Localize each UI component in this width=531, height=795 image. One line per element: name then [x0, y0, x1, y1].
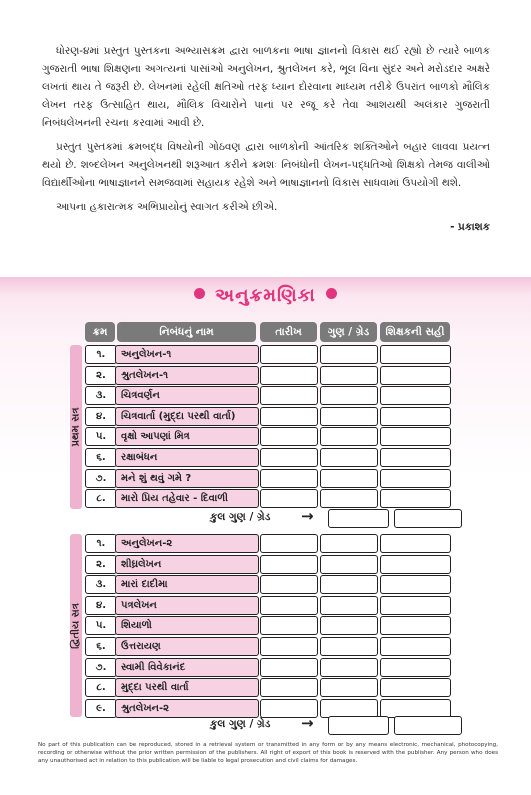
- preface-paragraph-3: આપના હકારાત્મક અભિપ્રાયોનું સ્વાગત કરીએ છીએ.: [56, 201, 278, 213]
- header-number: ક્રમ: [85, 322, 115, 342]
- total-grade-box[interactable]: [328, 509, 389, 528]
- signature-cell[interactable]: [380, 699, 451, 718]
- essay-name: ઉત્તરાયણ: [115, 637, 259, 656]
- total-label: કુલ ગુણ / ગ્રેડ: [210, 718, 271, 730]
- table-row: [85, 596, 455, 615]
- table-row: [85, 448, 455, 467]
- table-row: [85, 534, 455, 553]
- grade-cell[interactable]: [320, 427, 378, 446]
- table-row: [85, 637, 455, 656]
- date-cell[interactable]: [260, 407, 318, 426]
- table-row: [85, 616, 455, 635]
- header-essay-name: નિબંધનું નામ: [117, 322, 256, 342]
- preface: [42, 42, 490, 236]
- row-number: ૮.: [85, 678, 117, 697]
- preface-paragraph-2: પ્રસ્તુત પુસ્તકમાં ક્રમબદ્ધ વિષયોની ગોઠવણ દ્વારા બાળકોની આંતરિક શક્તિઓને બહાર લાવવા પ્રયત્ન થયો છે. શબ્દલેખન અનુલેખનથી શરૂઆત કરીને ક્રમશઃ નિબંધોની લેખન-પદ્ધતિઓ શિક્ષકો તેમજ વાલીઓ વિદ્યાર્થીઓના ભાષાજ્ઞાનને સમજવામાં સહાયક રહેશે અને ભાષાજ્ઞાનનો વિકાસ સાધવામાં ઉપયોગી થશે.: [42, 141, 490, 189]
- table-row: [85, 345, 455, 364]
- essay-name: શીઘ્રલેખન: [115, 555, 259, 574]
- index-title-text: અનુક્રમણિકા: [215, 285, 316, 306]
- signature-cell[interactable]: [380, 637, 451, 656]
- row-number: ૩.: [85, 386, 117, 405]
- date-cell[interactable]: [260, 427, 318, 446]
- signature-cell[interactable]: [380, 678, 451, 697]
- date-cell[interactable]: [260, 616, 318, 635]
- table-row: [85, 407, 455, 426]
- table-row: [85, 678, 455, 697]
- row-number: ૬.: [85, 448, 117, 467]
- total-label: કુલ ગુણ / ગ્રેડ: [210, 511, 271, 523]
- row-number: ૬.: [85, 637, 117, 656]
- semester-2-label-text: દ્વિતીય સત્ર: [70, 602, 82, 649]
- date-cell[interactable]: [260, 596, 318, 615]
- signature-cell[interactable]: [380, 596, 451, 615]
- essay-name: અનુલેખન-૧: [115, 345, 259, 364]
- row-number: ૫.: [85, 616, 117, 635]
- signature-cell[interactable]: [380, 469, 451, 488]
- signature-cell[interactable]: [380, 366, 451, 385]
- essay-name: મને શું થવું ગમે ?: [115, 469, 259, 488]
- essay-name: સ્વામી વિવેકાનંદ: [115, 658, 259, 677]
- essay-name: મારો પ્રિય તહેવાર - દિવાળી: [115, 489, 259, 508]
- date-cell[interactable]: [260, 534, 318, 553]
- essay-name: રક્ષાબંધન: [115, 448, 259, 467]
- table-row: [85, 575, 455, 594]
- table-row: [85, 658, 455, 677]
- date-cell[interactable]: [260, 366, 318, 385]
- grade-cell[interactable]: [320, 678, 378, 697]
- row-number: ૪.: [85, 407, 117, 426]
- date-cell[interactable]: [260, 489, 318, 508]
- signature-cell[interactable]: [380, 534, 451, 553]
- essay-name: પત્રલેખન: [115, 596, 259, 615]
- grade-cell[interactable]: [320, 596, 378, 615]
- date-cell[interactable]: [260, 469, 318, 488]
- grade-cell[interactable]: [320, 489, 378, 508]
- row-number: ૮.: [85, 489, 117, 508]
- semester-1-label-text: પ્રથમ સત્ર: [70, 407, 82, 447]
- grade-cell[interactable]: [320, 658, 378, 677]
- table-row: [85, 489, 455, 508]
- essay-name: ચિત્રવર્ણન: [115, 386, 259, 405]
- header-teacher-signature: શિક્ષકની સહી: [380, 322, 450, 342]
- signature-cell[interactable]: [380, 345, 451, 364]
- essay-name: ચિત્રવાર્તા (મુદ્દા પરથી વાર્તા): [115, 407, 259, 426]
- grade-cell[interactable]: [320, 616, 378, 635]
- date-cell[interactable]: [260, 575, 318, 594]
- signature-cell[interactable]: [380, 489, 451, 508]
- semester-2-total: [210, 716, 470, 735]
- grade-cell[interactable]: [320, 366, 378, 385]
- row-number: ૧.: [85, 345, 117, 364]
- row-number: ૩.: [85, 575, 117, 594]
- grade-cell[interactable]: [320, 637, 378, 656]
- row-number: ૨.: [85, 366, 117, 385]
- total-sign-box[interactable]: [394, 509, 462, 528]
- row-number: ૭.: [85, 658, 117, 677]
- signature-cell[interactable]: [380, 427, 451, 446]
- date-cell[interactable]: [260, 345, 318, 364]
- row-number: ૫.: [85, 427, 117, 446]
- signature-cell[interactable]: [380, 575, 451, 594]
- grade-cell[interactable]: [320, 407, 378, 426]
- arrow-right-icon: →: [301, 714, 314, 732]
- arrow-right-icon: →: [301, 507, 314, 525]
- date-cell[interactable]: [260, 678, 318, 697]
- grade-cell[interactable]: [320, 345, 378, 364]
- grade-cell[interactable]: [320, 575, 378, 594]
- copyright-notice: No part of this publication can be reproduced, stored in a retrieval system or transmitted in any form or by any means electronic, mechanical, photocopying, recording or otherwise without the prior written permission of the publishers. All right of export of this book is reserved with the publisher. Any person who does any unauthorised act in relation to this publication will be liable to legal prosecution and civil claims for damages.: [38, 742, 498, 764]
- row-number: ૭.: [85, 469, 117, 488]
- table-row: [85, 555, 455, 574]
- signature-cell[interactable]: [380, 616, 451, 635]
- grade-cell[interactable]: [320, 534, 378, 553]
- signature-cell[interactable]: [380, 555, 451, 574]
- grade-cell[interactable]: [320, 555, 378, 574]
- grade-cell[interactable]: [320, 469, 378, 488]
- date-cell[interactable]: [260, 555, 318, 574]
- preface-paragraph-1: ધોરણ-૪માં પ્રસ્તુત પુસ્તકના અભ્યાસક્રમ દ્વારા બાળકના ભાષા જ્ઞાનનો વિકાસ થઈ રહ્યો છે ત્યારે બાળક ગુજરાતી ભાષા શિક્ષણના અગત્યનાં પાસાંઓ અનુલેખન, શ્રુતલેખન કરે, ભૂલ વિના સુંદર અને મરોડદાર અક્ષરે લખતાં થાય તે જરૂરી છે. લેખનમાં રહેલી ક્ષતિઓ તરફ ધ્યાન દોરવાના માધ્યમ તરીકે ઉપરાંત બાળકો મૌલિક લેખન તરફ ઉત્સાહિત થાય, મૌલિક વિચારોને પાનાં પર રજૂ કરે તેવા આશયથી અલંકાર ગુજરાતી નિબંધલેખનની રચના કરવામાં આવી છે.: [42, 45, 490, 129]
- signature-cell[interactable]: [380, 448, 451, 467]
- row-number: ૯.: [85, 699, 117, 718]
- essay-name: અનુલેખન-૨: [115, 534, 259, 553]
- table-row: [85, 699, 455, 718]
- row-number: ૧.: [85, 534, 117, 553]
- date-cell[interactable]: [260, 637, 318, 656]
- date-cell[interactable]: [260, 448, 318, 467]
- header-grade: ગુણ / ગ્રેડ: [320, 322, 377, 342]
- essay-name: શ્રુતલેખન-૨: [115, 699, 259, 718]
- essay-name: શ્રુતલેખન-૧: [115, 366, 259, 385]
- essay-name: મુદ્દા પરથી વાર્તા: [115, 678, 259, 697]
- index-title: [0, 285, 531, 306]
- essay-name: મારાં દાદીમા: [115, 575, 259, 594]
- header-date: તારીખ: [260, 322, 317, 342]
- grade-cell[interactable]: [320, 448, 378, 467]
- table-row: [85, 427, 455, 446]
- table-row: [85, 386, 455, 405]
- bullet-icon: [326, 288, 337, 299]
- signature-cell[interactable]: [380, 658, 451, 677]
- grade-cell[interactable]: [320, 699, 378, 718]
- essay-name: શિયાળો: [115, 616, 259, 635]
- essay-name: વૃક્ષો આપણાં મિત્ર: [115, 427, 259, 446]
- semester-2-label: [70, 534, 82, 717]
- grade-cell[interactable]: [320, 386, 378, 405]
- table-row: [85, 366, 455, 385]
- row-number: ૪.: [85, 596, 117, 615]
- row-number: ૨.: [85, 555, 117, 574]
- date-cell[interactable]: [260, 658, 318, 677]
- semester-1-label: [70, 345, 82, 509]
- signature-cell[interactable]: [380, 386, 451, 405]
- publisher-signature: - પ્રકાશક: [450, 221, 490, 233]
- signature-cell[interactable]: [380, 407, 451, 426]
- total-grade-box[interactable]: [328, 716, 389, 735]
- bullet-icon: [194, 288, 205, 299]
- total-sign-box[interactable]: [394, 716, 462, 735]
- semester-1-total: [210, 509, 470, 528]
- date-cell[interactable]: [260, 386, 318, 405]
- table-row: [85, 469, 455, 488]
